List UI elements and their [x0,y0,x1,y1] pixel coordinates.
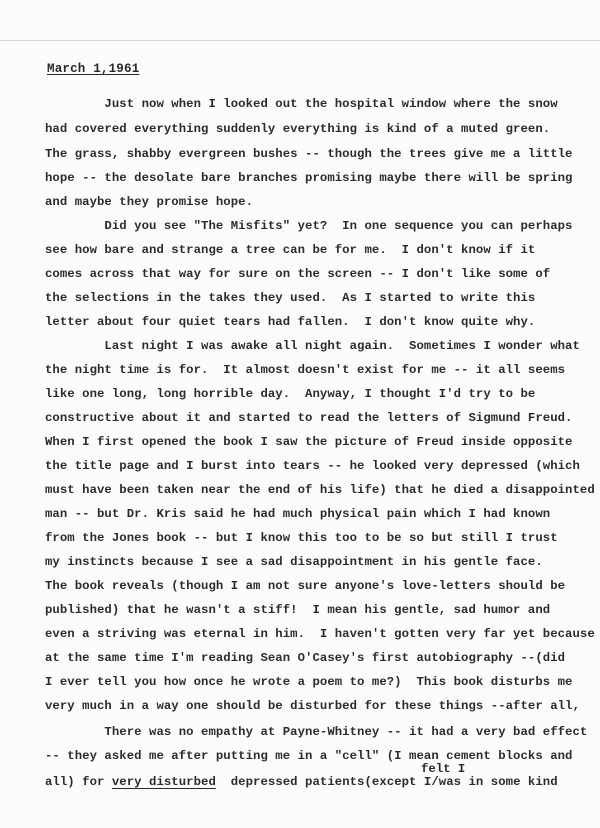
letter-line: had covered everything suddenly everything is kind of a muted green. [45,122,551,136]
last-line-suffix: depressed patients(except I/was in some kind [215,775,558,789]
letter-line: hope -- the desolate bare branches promising maybe there will be spring [45,171,573,185]
letter-line: even a striving was eternal in him. I haven't gotten very far yet because [45,627,595,641]
letter-line: very much in a way one should be disturbed for these things --after all, [45,699,580,713]
letter-line: I ever tell you how once he wrote a poem to me?) This book disturbs me [45,675,573,689]
letter-line: There was no empathy at Payne-Whitney -- it had a very bad effect [45,725,588,739]
letter-line: my instincts because I see a sad disappointment in his gentle face. [45,555,543,569]
letter-line: The book reveals (though I am not sure anyone's love-letters should be [45,579,566,593]
letter-line: constructive about it and started to read the letters of Sigmund Freud. [45,411,573,425]
letter-line-last [45,776,558,788]
letter-line: from the Jones book -- but I know this too to be so but still I trust [45,531,558,545]
letter-line: letter about four quiet tears had fallen. I don't know quite why. [45,315,536,329]
letter-line: comes across that way for sure on the screen -- I don't like some of [45,267,551,281]
letter-line: The grass, shabby evergreen bushes -- though the trees give me a little [45,147,573,161]
last-line-prefix: all) for [45,775,112,789]
letter-line: -- they asked me after putting me in a "cell" (I mean cement blocks and [45,749,573,763]
interlinear-insertion: felt I [421,762,466,776]
letter-line: Just now when I looked out the hospital window where the snow [45,97,558,111]
letter-date: March 1,1961 [47,62,140,76]
letter-line: at the same time I'm reading Sean O'Casey's first autobiography --(did [45,651,566,665]
letter-line: man -- but Dr. Kris said he had much physical pain which I had known [45,507,551,521]
letter-line: see how bare and strange a tree can be for me. I don't know if it [45,243,536,257]
underlined-phrase: very disturbed [111,775,216,789]
letter-line: must have been taken near the end of his life) that he died a disappointed [45,483,595,497]
letter-line: published) that he wasn't a stiff! I mean his gentle, sad humor and [45,603,551,617]
letter-line: and maybe they promise hope. [45,195,254,209]
page-top-edge [0,40,600,41]
letter-line: the selections in the takes they used. As I started to write this [45,291,536,305]
letter-line: the title page and I burst into tears -- he looked very depressed (which [45,459,580,473]
letter-line: Last night I was awake all night again. Sometimes I wonder what [45,339,580,353]
letter-line: When I first opened the book I saw the picture of Freud inside opposite [45,435,573,449]
letter-line: the night time is for. It almost doesn't exist for me -- it all seems [45,363,566,377]
letter-line: Did you see "The Misfits" yet? In one sequence you can perhaps [45,219,573,233]
letter-line: like one long, long horrible day. Anyway, I thought I'd try to be [45,387,536,401]
